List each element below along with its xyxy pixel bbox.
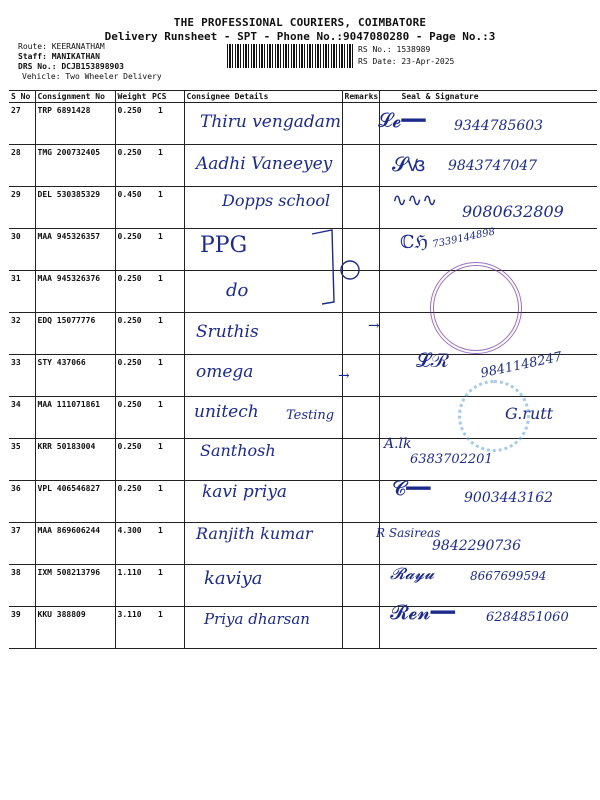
row-sno: 29: [9, 187, 35, 229]
row-consignment: DEL 530385329: [35, 187, 115, 229]
runsheet-subtitle: Delivery Runsheet - SPT - Phone No.:9047080280 - Page No.:3: [104, 30, 496, 43]
table-row: [9, 145, 597, 187]
row-seal: [379, 313, 597, 355]
row-consignment: KRR 50183004: [35, 439, 115, 481]
row-remarks: [342, 607, 379, 649]
row-sno: 33: [9, 355, 35, 397]
hw-consignee: Sruthis: [196, 322, 259, 342]
row-sno: 30: [9, 229, 35, 271]
row-consignment: VPL 406546827: [35, 481, 115, 523]
row-consignment: KKU 388809: [35, 607, 115, 649]
row-weight: 0.250: [115, 355, 150, 397]
row-seal: [379, 271, 597, 313]
meta-block: [18, 42, 162, 82]
hw-consignee: kaviya: [204, 568, 263, 589]
hw-consignee: PPG: [200, 233, 248, 258]
row-remarks: [342, 565, 379, 607]
row-sno: 34: [9, 397, 35, 439]
row-pcs: 1: [150, 607, 184, 649]
row-seal: [379, 523, 597, 565]
rs-no-value: 1538989: [396, 45, 431, 54]
table-row: [9, 313, 597, 355]
hw-consignee: Priya dharsan: [204, 610, 310, 628]
row-sno: 37: [9, 523, 35, 565]
table-row: [9, 103, 597, 145]
barcode: [227, 44, 354, 68]
hw-consignee: Dopps school: [222, 191, 331, 210]
hw-phone: 9843747047: [448, 158, 538, 174]
row-weight: 0.250: [115, 313, 150, 355]
hw-consignee: unitech: [194, 402, 259, 422]
hw-arrow: →: [338, 368, 350, 384]
row-consignee: [184, 397, 342, 439]
hw-bracket: [310, 222, 370, 312]
hw-phone: 8667699594: [470, 569, 547, 583]
row-remarks: [342, 103, 379, 145]
hw-signature: 𝓒━━: [392, 476, 431, 500]
row-pcs: 1: [150, 481, 184, 523]
hw-signature: 𝓡𝓪𝔂𝓾: [390, 564, 435, 583]
row-consignment: TRP 6891428: [35, 103, 115, 145]
row-sno: 35: [9, 439, 35, 481]
table-row: [9, 271, 597, 313]
hw-consignee: do: [226, 280, 249, 301]
col-remarks: Remarks: [342, 91, 379, 103]
row-pcs: 1: [150, 103, 184, 145]
table-row: [9, 397, 597, 439]
route-line: [18, 42, 162, 52]
row-sno: 39: [9, 607, 35, 649]
row-pcs: 1: [150, 187, 184, 229]
row-pcs: 1: [150, 271, 184, 313]
row-consignee: [184, 607, 342, 649]
hw-consignee: Thiru vengadam: [200, 112, 341, 132]
company-title: THE PROFESSIONAL COURIERS, COIMBATORE: [173, 16, 427, 29]
table-row: [9, 439, 597, 481]
hw-consignee: kavi priya: [202, 482, 288, 502]
row-consignee: [184, 145, 342, 187]
rs-date-value: 23-Apr-2025: [401, 57, 455, 66]
row-consignee: [184, 481, 342, 523]
table-row: [9, 355, 597, 397]
rs-block: [358, 44, 454, 68]
row-weight: 0.250: [115, 145, 150, 187]
hw-phone: 6383702201: [410, 452, 493, 467]
row-remarks: [342, 145, 379, 187]
row-consignment: TMG 200732405: [35, 145, 115, 187]
hw-phone: 9842290736: [432, 538, 522, 554]
col-seal: Seal & Signature: [379, 91, 597, 103]
vehicle-line: [22, 72, 162, 82]
row-sno: 32: [9, 313, 35, 355]
col-consignee: Consignee Details: [184, 91, 342, 103]
hw-phone: 9841148247: [479, 349, 564, 382]
table-row: [9, 481, 597, 523]
row-consignment: MAA 869606244: [35, 523, 115, 565]
row-sno: 28: [9, 145, 35, 187]
hw-phone: 9344785603: [454, 118, 544, 134]
row-seal: [379, 439, 597, 481]
rs-date-line: [358, 56, 454, 68]
hw-signature: 𝓢ꟃ: [392, 152, 426, 176]
row-consignment: IXM 508213796: [35, 565, 115, 607]
table-row: [9, 565, 597, 607]
row-pcs: 1: [150, 145, 184, 187]
hw-remark: Testing: [286, 408, 335, 423]
hw-signature: G.rutt: [505, 404, 554, 423]
row-weight: 1.110: [115, 565, 150, 607]
runsheet-table: [9, 90, 597, 649]
row-seal: [379, 397, 597, 439]
row-weight: 0.250: [115, 397, 150, 439]
table-row: [9, 523, 597, 565]
vehicle-label: Vehicle:: [22, 72, 61, 81]
hw-consignee: Santhosh: [200, 441, 276, 460]
hw-signature: 𝓛𝓮━━: [378, 108, 426, 132]
row-weight: 0.250: [115, 103, 150, 145]
row-seal: [379, 187, 597, 229]
table-row: [9, 229, 597, 271]
row-weight: 4.300: [115, 523, 150, 565]
table-row: [9, 607, 597, 649]
row-remarks: [342, 439, 379, 481]
hw-phone: 9080632809: [462, 202, 564, 221]
col-sno: S No: [9, 91, 35, 103]
vehicle-value: Two Wheeler Delivery: [65, 72, 162, 81]
row-sno: 27: [9, 103, 35, 145]
row-sno: 31: [9, 271, 35, 313]
hw-consignee: omega: [196, 362, 254, 382]
rs-date-label: RS Date:: [358, 57, 397, 66]
table-header-row: [9, 91, 597, 103]
row-seal: [379, 565, 597, 607]
row-consignment: MAA 111071861: [35, 397, 115, 439]
row-weight: 0.250: [115, 481, 150, 523]
staff-value: MANIKATHAN: [51, 52, 100, 61]
drs-value: DCJB153898903: [61, 62, 124, 71]
row-consignee: [184, 313, 342, 355]
row-weight: 0.250: [115, 271, 150, 313]
hw-phone: 7339144898: [431, 226, 497, 251]
hw-arrow: →: [368, 318, 380, 334]
row-sno: 38: [9, 565, 35, 607]
row-consignment: MAA 945326376: [35, 271, 115, 313]
row-weight: 3.110: [115, 607, 150, 649]
rs-no-line: [358, 44, 454, 56]
row-consignee: [184, 523, 342, 565]
row-remarks: [342, 523, 379, 565]
row-consignment: STY 437066: [35, 355, 115, 397]
table-row: [9, 187, 597, 229]
row-weight: 0.250: [115, 439, 150, 481]
row-remarks: [342, 313, 379, 355]
row-seal: [379, 226, 597, 271]
row-seal: [379, 481, 597, 523]
hw-consignee: Ranjith kumar: [196, 524, 313, 543]
hw-consignee: Aadhi Vaneeyey: [196, 154, 333, 174]
col-weight: Weight: [115, 91, 150, 103]
hw-signature: 𝓛ℛ: [416, 348, 450, 372]
hw-signature: A.lk: [384, 436, 412, 452]
row-seal: [379, 355, 597, 397]
row-pcs: 1: [150, 313, 184, 355]
hw-signature: R Sasireas: [376, 526, 441, 540]
staff-label: Staff:: [18, 52, 47, 61]
hw-signature: ∿∿∿: [392, 190, 438, 211]
row-consignee: [184, 103, 342, 145]
row-pcs: 1: [150, 397, 184, 439]
row-remarks: [342, 481, 379, 523]
row-pcs: 1: [150, 565, 184, 607]
row-remarks: [342, 355, 379, 397]
hw-phone: 6284851060: [486, 610, 569, 625]
row-pcs: 1: [150, 229, 184, 271]
row-weight: 0.250: [115, 229, 150, 271]
row-consignment: MAA 945326357: [35, 229, 115, 271]
route-value: KEERANATHAM: [51, 42, 105, 51]
row-consignee: [184, 565, 342, 607]
hw-signature: ℂℌ: [400, 232, 428, 253]
row-consignee: [184, 439, 342, 481]
hw-phone: 9003443162: [464, 490, 554, 506]
row-seal: [379, 103, 597, 145]
row-sno: 36: [9, 481, 35, 523]
table-body: [9, 103, 597, 649]
rs-no-label: RS No.:: [358, 45, 392, 54]
row-consignee: [184, 355, 342, 397]
row-pcs: 1: [150, 523, 184, 565]
route-label: Route:: [18, 42, 47, 51]
drs-label: DRS No.:: [18, 62, 57, 71]
row-weight: 0.450: [115, 187, 150, 229]
row-remarks: [342, 397, 379, 439]
drs-line: [18, 62, 162, 72]
row-pcs: 1: [150, 355, 184, 397]
row-pcs: 1: [150, 439, 184, 481]
hw-signature: 𝓡𝓮𝓷━━: [390, 600, 455, 624]
row-seal: [379, 607, 597, 649]
row-consignment: EDQ 15077776: [35, 313, 115, 355]
col-consignment: Consignment No: [35, 91, 115, 103]
staff-line: [18, 52, 162, 62]
row-seal: [379, 145, 597, 187]
col-pcs: PCS: [150, 91, 184, 103]
